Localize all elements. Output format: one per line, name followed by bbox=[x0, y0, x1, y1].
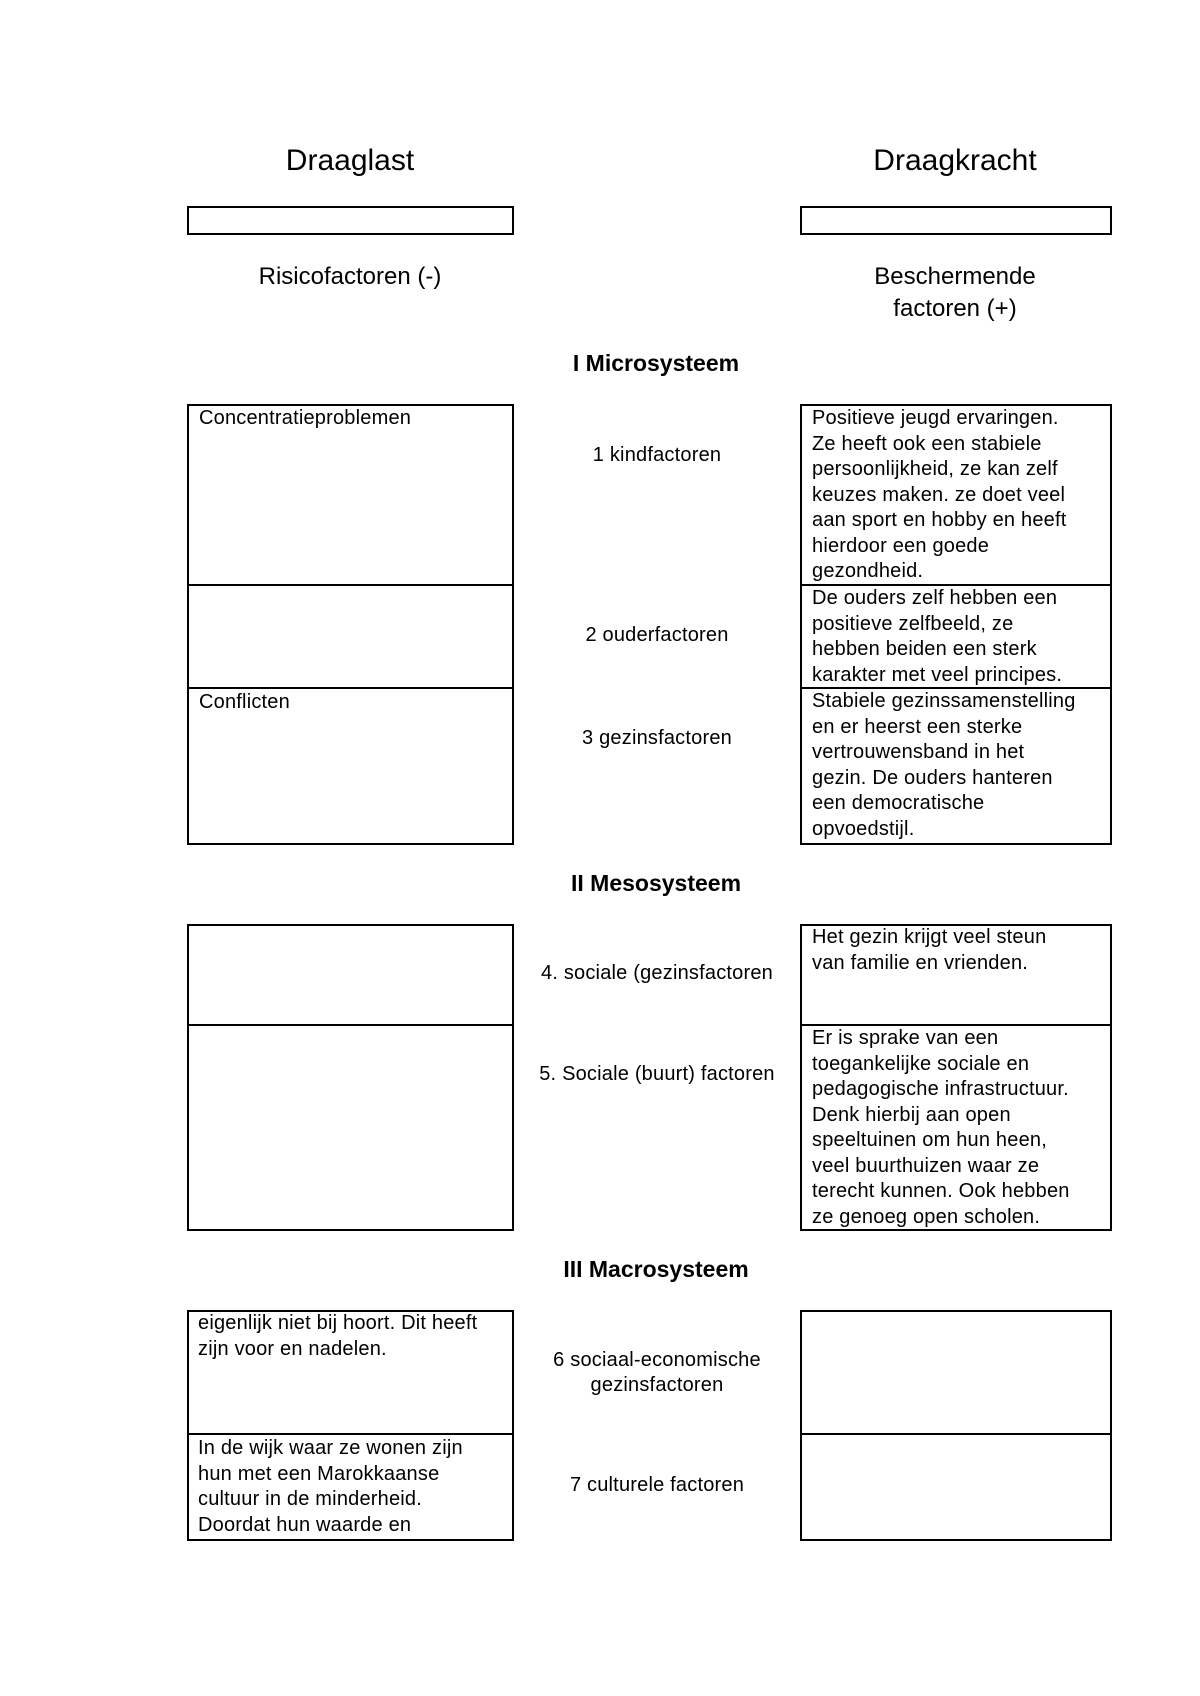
risk-factors-subtitle: Risicofactoren (-) bbox=[258, 263, 442, 290]
draaglast-input-box bbox=[187, 206, 514, 235]
risk-cell-kindfactoren: Concentratieproblemen bbox=[199, 407, 412, 429]
row-label-culturele: 7 culturele factoren bbox=[569, 1474, 745, 1496]
draagkracht-input-box bbox=[800, 206, 1112, 235]
risk-cell-ouderfactoren bbox=[199, 587, 504, 685]
risk-cell-gezinsfactoren: Conflicten bbox=[199, 691, 290, 713]
row-label-sociaal-economische: 6 sociaal-economische gezinsfactoren bbox=[553, 1349, 761, 1396]
divider bbox=[187, 687, 514, 689]
protective-cell-ouderfactoren: De ouders zelf hebben een positieve zelfbeeld, ze hebben beiden een sterk karakter met veel principes. bbox=[812, 587, 1063, 686]
row-label-sociale-gezinsfactoren: 4. sociale (gezinsfactoren bbox=[541, 962, 773, 984]
row-label-buurtfactoren: 5. Sociale (buurt) factoren bbox=[539, 1063, 775, 1085]
divider bbox=[187, 584, 514, 586]
risk-cell-culturele: In de wijk waar ze wonen zijn hun met een Marokkaanse cultuur in de minderheid. Doordat hun waarde en bbox=[198, 1437, 463, 1536]
protective-cell-buurtfactoren: Er is sprake van een toegankelijke sociale en pedagogische infrastructuur. Denk hierbij aan open speeltuinen om hun heen, veel buurthuizen waar ze terecht kunnen. Ook hebben ze genoeg open scholen. bbox=[812, 1027, 1070, 1228]
risk-cell-buurtfactoren bbox=[199, 1028, 504, 1228]
protective-cell-gezinsfactoren: Stabiele gezinssamenstelling en er heerst een sterke vertrouwensband in het gezin. De ouders hanteren een democratische opvoedstijl. bbox=[812, 690, 1076, 840]
section-micro-title: I Microsysteem bbox=[572, 350, 740, 376]
draaglast-heading: Draaglast bbox=[285, 144, 415, 177]
draagkracht-heading: Draagkracht bbox=[873, 144, 1037, 177]
section-macro-title: III Macrosysteem bbox=[563, 1256, 749, 1282]
protective-cell-kindfactoren: Positieve jeugd ervaringen. Ze heeft ook een stabiele persoonlijkheid, ze kan zelf keuzes maken. ze doet veel aan sport en hobby en heeft hierdoor een goede gezondheid. bbox=[812, 407, 1067, 582]
row-label-gezinsfactoren: 3 gezinsfactoren bbox=[582, 727, 732, 749]
row-label-ouderfactoren: 2 ouderfactoren bbox=[585, 624, 729, 646]
risk-cell-sociale-gezinsfactoren bbox=[199, 927, 504, 1022]
protective-cell-sociaal-economische bbox=[812, 1313, 1108, 1431]
risk-cell-sociaal-economische: eigenlijk niet bij hoort. Dit heeft zijn voor en nadelen. bbox=[198, 1312, 478, 1360]
divider bbox=[187, 1024, 514, 1026]
divider bbox=[187, 1433, 514, 1435]
section-meso-title: II Mesosysteem bbox=[570, 870, 742, 896]
divider bbox=[800, 1433, 1112, 1435]
protective-cell-sociale-gezinsfactoren: Het gezin krijgt veel steun van familie en vrienden. bbox=[812, 926, 1047, 974]
row-label-kindfactoren: 1 kindfactoren bbox=[592, 444, 722, 466]
protective-factors-subtitle: Beschermende factoren (+) bbox=[874, 263, 1036, 322]
protective-cell-culturele bbox=[812, 1437, 1108, 1537]
